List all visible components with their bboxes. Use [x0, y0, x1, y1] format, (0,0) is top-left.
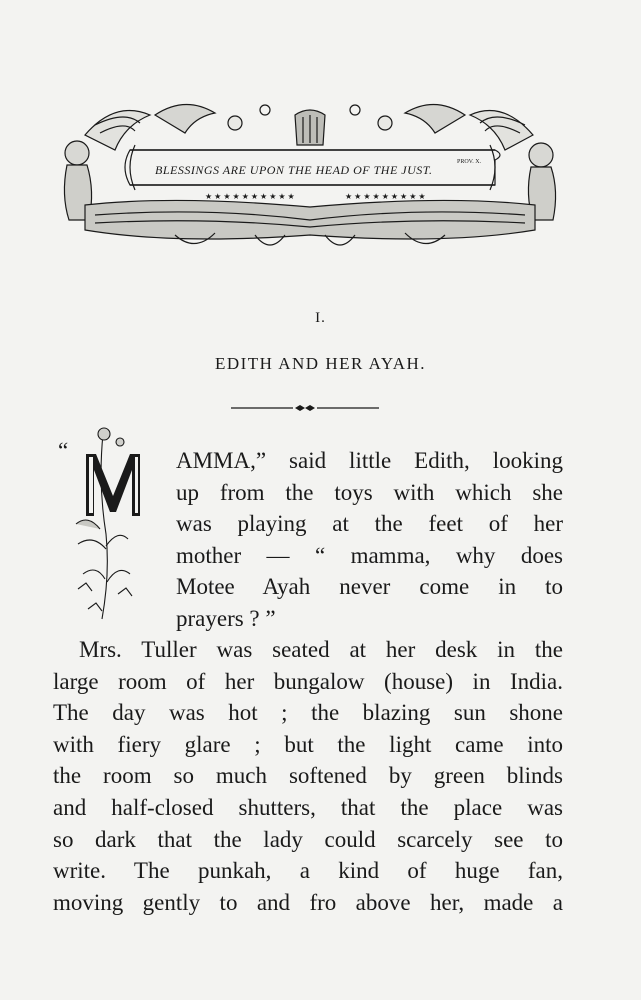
paragraph-line: was playing at the feet of her: [176, 511, 563, 537]
paragraph-line: and half-closed shutters, that the place was: [53, 794, 563, 820]
headpiece-illustration: [55, 95, 565, 260]
ornamental-rule: [231, 400, 379, 416]
paragraph-line: The day was hot ; the blazing sun shone: [53, 700, 563, 726]
paragraph-line: moving gently to and fro above her, made a: [53, 889, 563, 915]
paragraph-line: with fiery glare ; but the light came into: [53, 731, 563, 757]
decorated-initial: [58, 424, 168, 624]
headpiece-banner-reference: PROV. X.: [457, 159, 482, 165]
svg-text:★ ★ ★ ★ ★ ★ ★ ★ ★: ★ ★ ★ ★ ★ ★ ★ ★ ★: [345, 192, 426, 201]
paragraph-line: so dark that the lady could scarcely see to: [53, 826, 563, 852]
headpiece-banner-text: BLESSINGS ARE UPON THE HEAD OF THE JUST.: [155, 163, 433, 177]
chapter-number: I.: [315, 310, 326, 326]
chapter-title: EDITH AND HER AYAH.: [214, 354, 427, 373]
paragraph-line: mother — “ mamma, why does: [176, 542, 563, 568]
paragraph-line: large room of her bungalow (house) in India.: [53, 668, 563, 694]
paragraph-body: [53, 634, 563, 918]
paragraph-line: write. The punkah, a kind of huge fan,: [53, 858, 563, 884]
paragraph-line: prayers ? ”: [176, 605, 276, 631]
paragraph-line: AMMA,” said little Edith, looking: [176, 448, 563, 473]
paragraph-line: the room so much softened by green blinds: [53, 763, 563, 789]
opening-quote-mark: “: [58, 438, 69, 463]
paragraph-line: Mrs. Tuller was seated at her desk in the: [79, 637, 563, 662]
paragraph-line: up from the toys with which she: [176, 479, 563, 505]
svg-text:★ ★ ★ ★ ★ ★ ★ ★ ★ ★: ★ ★ ★ ★ ★ ★ ★ ★ ★ ★: [205, 192, 295, 201]
paragraph-opening: [176, 445, 563, 635]
paragraph-line: Motee Ayah never come in to: [176, 574, 563, 600]
